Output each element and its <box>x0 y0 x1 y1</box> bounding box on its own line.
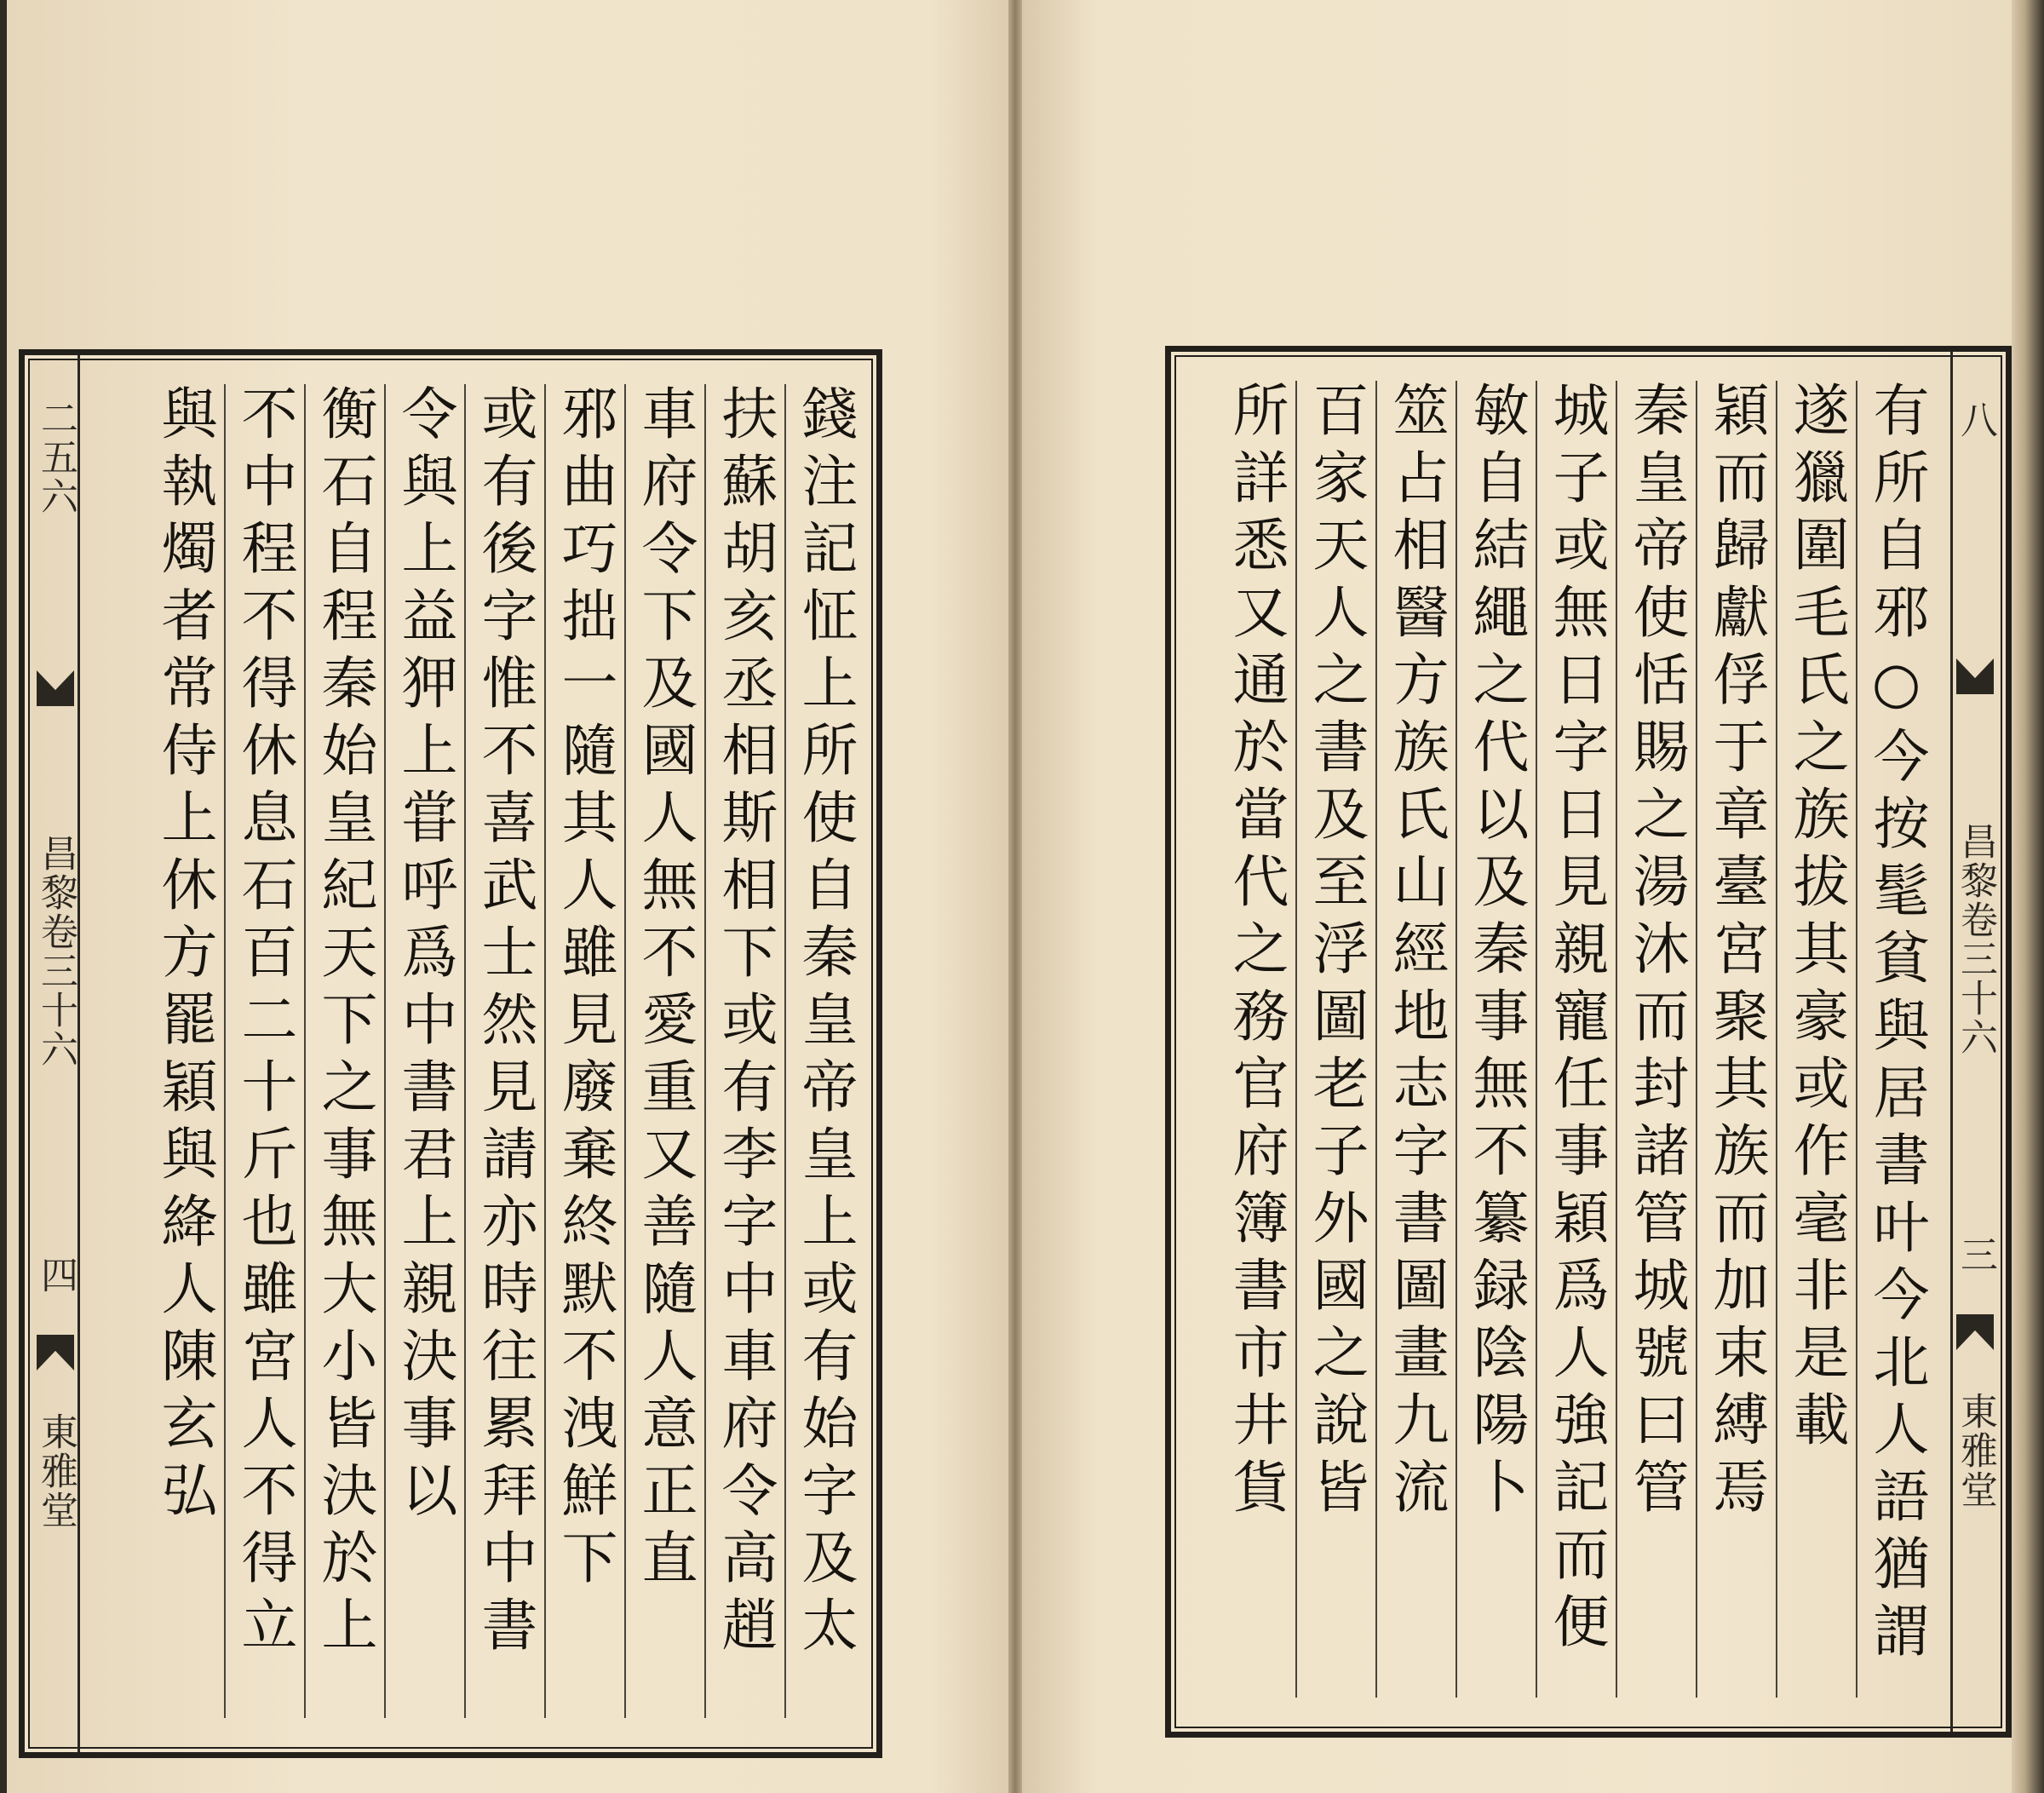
text-column: 扶蘇胡亥丞相斯相下或有李字中車府令高趙 <box>704 384 784 1718</box>
text-column: 邪曲巧拙一隨其人雖見廢棄終默不洩鮮下 <box>544 384 624 1718</box>
text-column: 衡石自程秦始皇紀天下之事無大小皆決於上 <box>304 384 384 1718</box>
fish-tail-mark-lower <box>1956 1314 1994 1350</box>
left-page-frame <box>19 349 882 1758</box>
text-column: 城子或無日字日見親寵任事穎爲人強記而便 <box>1536 381 1616 1698</box>
text-column: 與執燭者常侍上休方罷穎與絳人陳玄弘 <box>152 384 217 1528</box>
right-page-frame <box>1165 346 2012 1738</box>
leaf-number: 八 <box>1954 400 1997 440</box>
text-column: 或有後字惟不喜武士然見請亦時往累拜中書 <box>464 384 544 1718</box>
text-column: 遂獵圍毛氏之族拔其豪或作毫非是載 <box>1776 381 1856 1698</box>
text-column: 有所自邪○今按髦貧與居書叶今北人語猶謂 <box>1856 381 1936 1698</box>
book-gutter <box>1008 0 1022 1793</box>
left-page-text <box>95 384 864 1718</box>
text-column: 穎而歸獻俘于章臺宮聚其族而加束縛焉 <box>1696 381 1776 1698</box>
text-column: 筮占相醫方族氏山經地志字書圖畫九流 <box>1375 381 1455 1698</box>
studio-name: 東雅堂 <box>1954 1392 1997 1509</box>
text-column: 車府令下及國人無不愛重又善隨人意正直 <box>624 384 704 1718</box>
fish-tail-mark-upper <box>37 670 74 706</box>
right-page-text <box>1183 381 1936 1698</box>
book-title: 昌黎卷三十六 <box>34 834 78 1069</box>
text-column: 敏自結繩之代以及秦事無不纂録陰陽卜 <box>1455 381 1536 1698</box>
text-column: 百家天人之書及至浮圖老子外國之說皆 <box>1295 381 1375 1698</box>
right-page-center-strip <box>1950 352 1997 1732</box>
fish-tail-mark-upper <box>1956 658 1994 694</box>
text-column: 秦皇帝使恬賜之湯沐而封諸管城號曰管 <box>1616 381 1696 1698</box>
text-column: 所詳悉又通於當代之務官府簿書市井貨 <box>1223 381 1289 1525</box>
page-edge <box>2012 0 2044 1793</box>
left-page-center-strip <box>33 355 80 1752</box>
studio-name: 東雅堂 <box>34 1412 78 1530</box>
page-number: 三 <box>1954 1235 1997 1274</box>
page-number: 四 <box>34 1256 78 1295</box>
text-column: 錢注記怔上所使自秦皇帝皇上或有始字及太 <box>784 384 864 1718</box>
book-title: 昌黎卷三十六 <box>1954 822 1997 1057</box>
text-column: 令與上益狎上甞呼爲中書君上親決事以 <box>384 384 464 1718</box>
leaf-number: 二五六 <box>34 399 78 516</box>
text-column: 不中程不得休息石百二十斤也雖宮人不得立 <box>224 384 304 1718</box>
fish-tail-mark-lower <box>37 1335 74 1371</box>
